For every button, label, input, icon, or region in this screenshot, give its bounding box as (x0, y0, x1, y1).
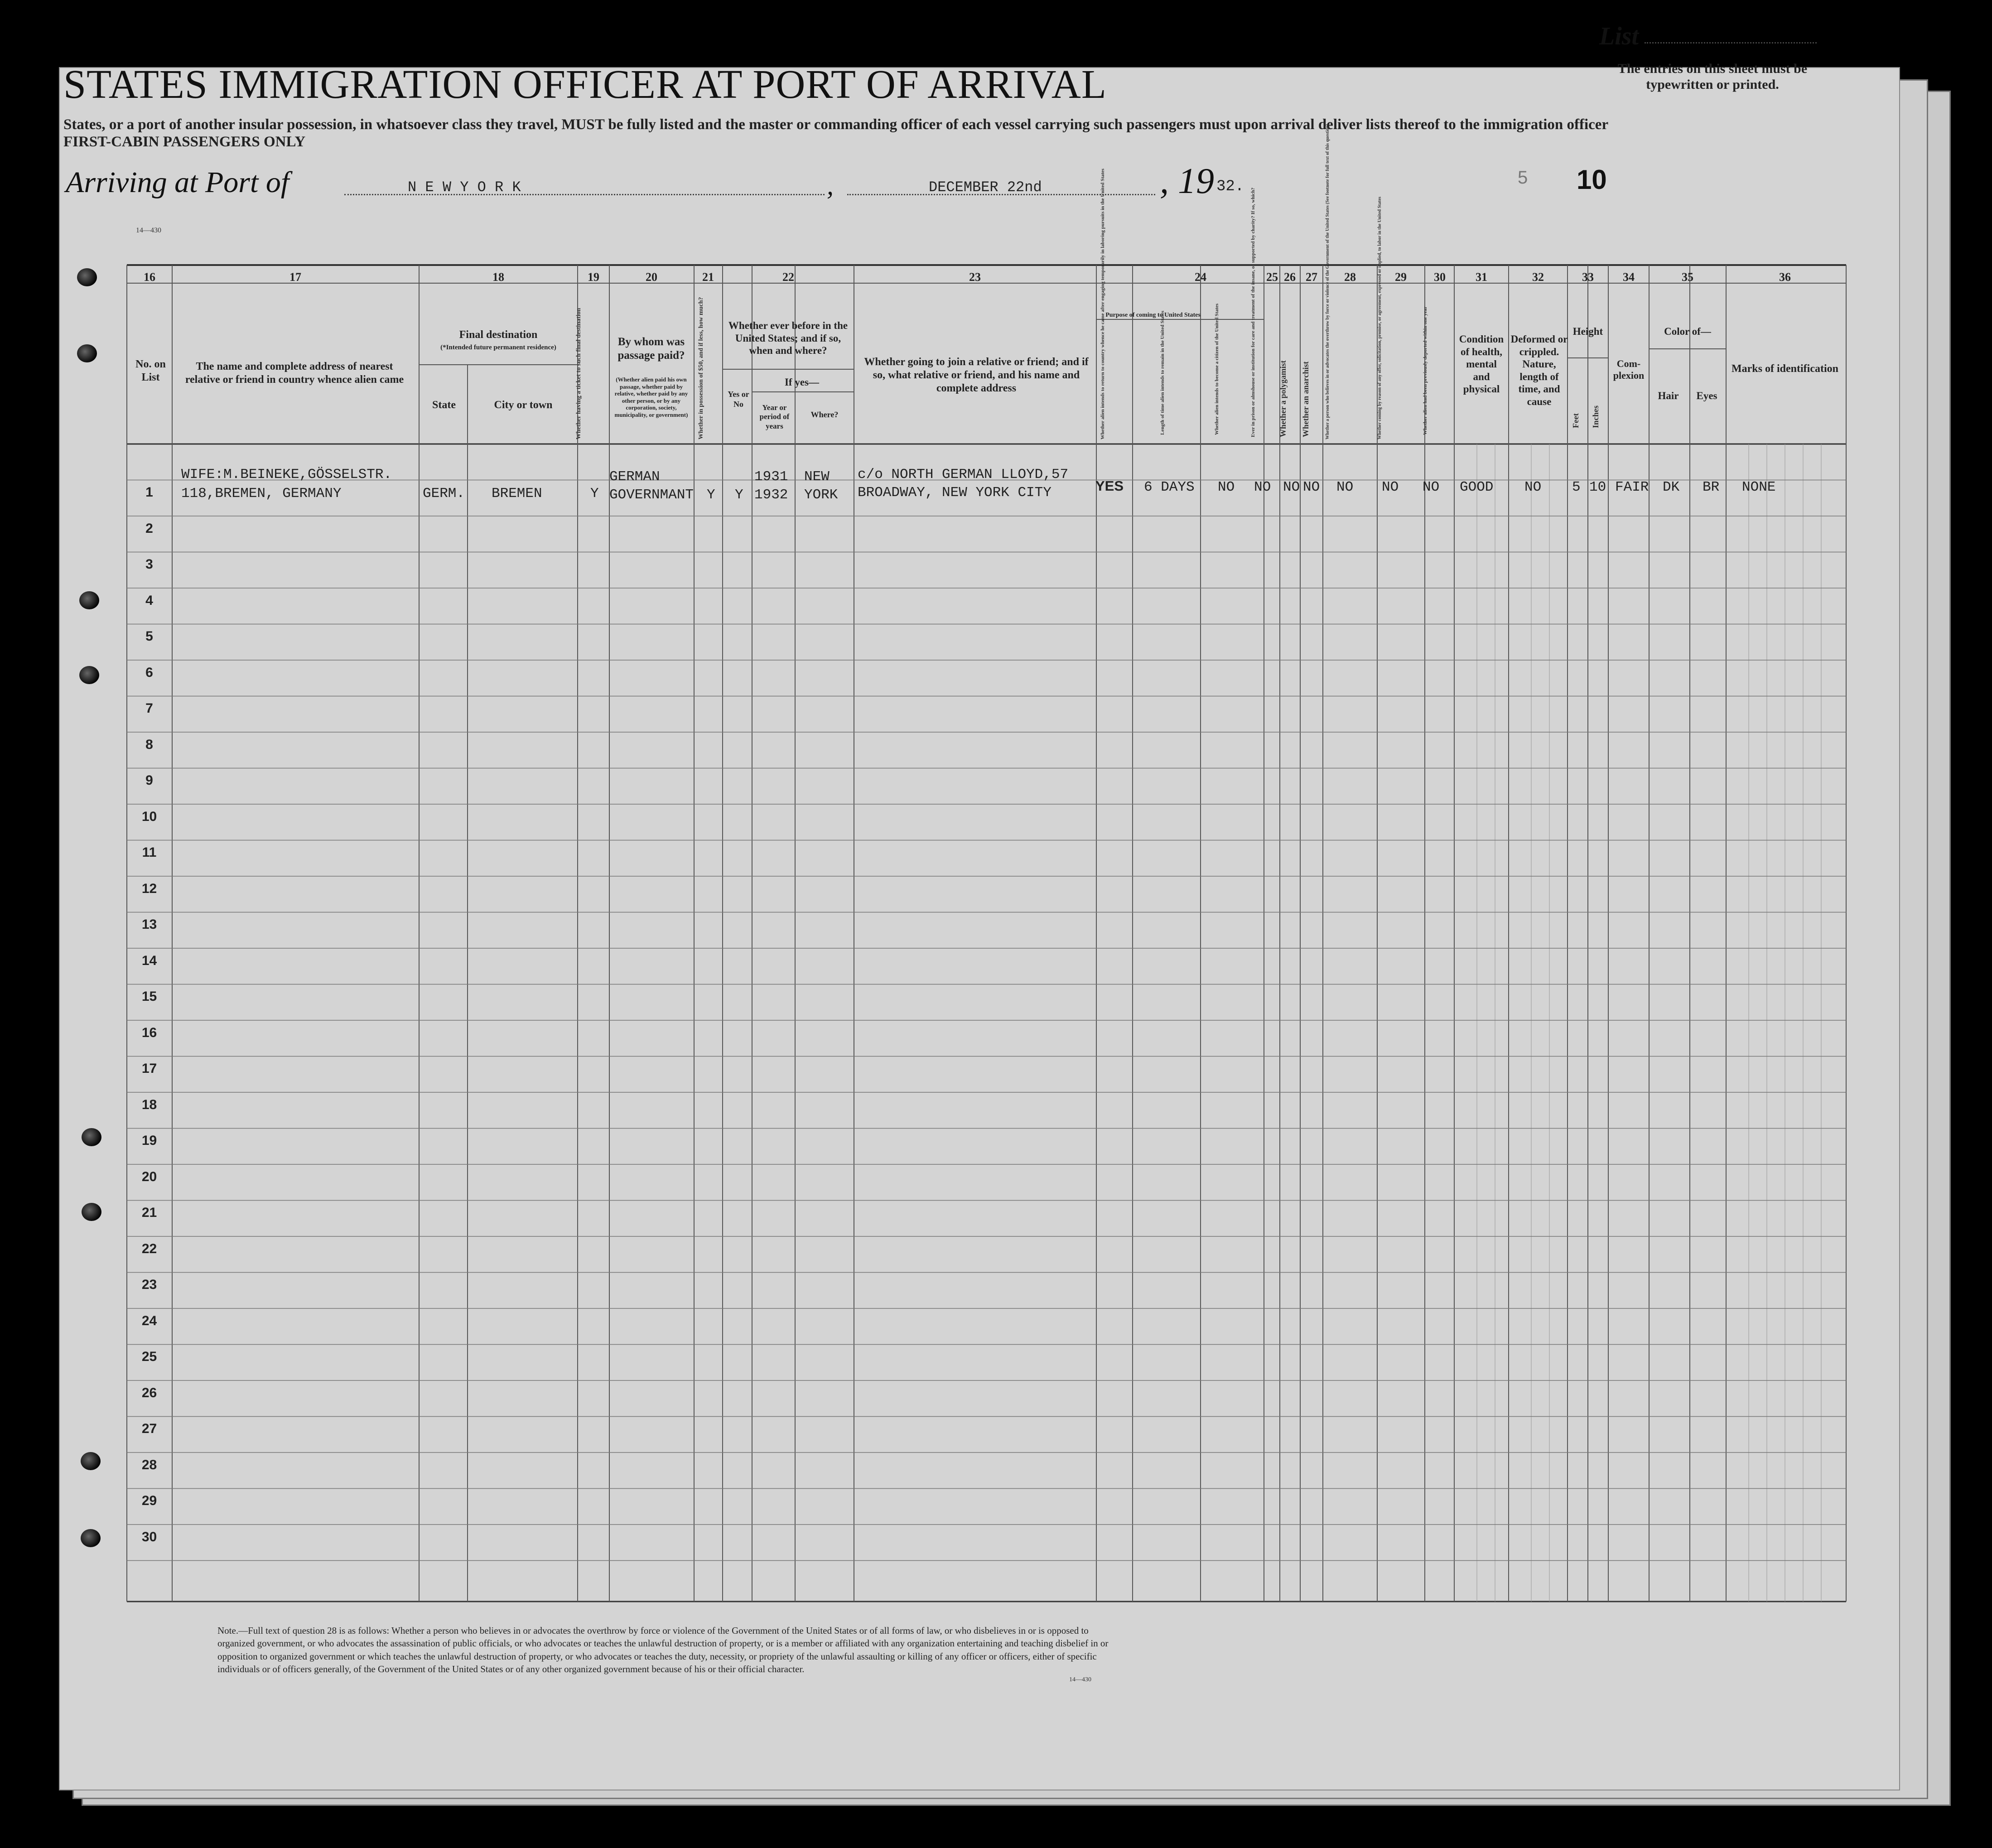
punch-hole (81, 1529, 101, 1547)
header-city: City or town (494, 399, 553, 411)
join-line-1: c/o NORTH GERMAN LLOYD,57 (858, 467, 1069, 483)
header-color-of: Color of— (1664, 326, 1711, 337)
form-number: 14—430 (136, 227, 161, 234)
relative-line-1: WIFE:M.BEINEKE,GÖSSELSTR. (181, 467, 392, 483)
row-number: 16 (141, 1025, 157, 1040)
row-number: 18 (141, 1097, 157, 1112)
where-line-1: NEW (804, 469, 830, 485)
length-value: 6 DAYS (1144, 479, 1195, 495)
row-number: 8 (145, 737, 153, 752)
header-offer (1377, 326, 1382, 439)
header-relative: The name and complete address of nearest relative or friend in country whence alien came (185, 361, 404, 386)
punch-hole (79, 591, 99, 609)
header-hair: Hair (1658, 390, 1679, 401)
paid-by-line-1: GERMAN (609, 469, 660, 485)
header-where: Where? (810, 410, 839, 419)
row-number: 13 (141, 917, 157, 932)
ticket-value: Y (590, 486, 599, 502)
column-number: 26 (1284, 270, 1296, 284)
header-feet: Feet (1571, 413, 1580, 428)
money-value: Y (707, 487, 715, 503)
entries-note: The entries on this sheet must be typewritten or printed. (1617, 61, 1808, 92)
header-length: Length of time alien intends to remain in the United States (1160, 310, 1165, 435)
list-number: 10 (1577, 164, 1607, 195)
row-number: 1 (145, 485, 153, 500)
header-ticket: Whether having a ticket to such final destination (575, 308, 582, 439)
stamp-mark: 5 (1518, 168, 1528, 188)
row-number: 27 (141, 1421, 157, 1436)
header-overthrow (1325, 326, 1330, 439)
header-before: Whether ever before in the United States; and if so, when and where? (728, 320, 848, 357)
column-number: 34 (1623, 270, 1635, 284)
row-number: 20 (141, 1169, 157, 1184)
year-prefix: , 19 (1160, 161, 1214, 201)
column-number: 22 (782, 270, 794, 284)
column-number: 29 (1395, 270, 1407, 284)
header-passage-note: (Whether alien paid his own passage, whether paid by relative, whether paid by any other person, or by any corporation, society, municipality, or government) (614, 376, 688, 418)
header-purpose: Purpose of coming to United States (1105, 312, 1201, 318)
row-number: 14 (141, 953, 157, 968)
punch-hole (79, 666, 99, 684)
anarchist-value: NO (1303, 479, 1320, 495)
column-number: 20 (646, 270, 657, 284)
port-comma: , (827, 170, 834, 200)
punch-hole (82, 1203, 101, 1221)
row-number: 22 (141, 1241, 157, 1256)
return-value: YES (1095, 478, 1124, 494)
row-number: 9 (145, 773, 153, 788)
punch-hole (77, 344, 97, 362)
header-money: Whether in possession of $50, and if less, how much? (698, 297, 704, 439)
punch-hole (81, 1452, 101, 1470)
year-value: 32. (1216, 178, 1244, 195)
header-complexion: Com-plexion (1613, 358, 1645, 381)
port-value: N E W Y O R K (408, 179, 521, 196)
polygamist-value: NO (1283, 479, 1300, 495)
where-line-2: YORK (804, 487, 838, 503)
punch-hole (77, 268, 97, 286)
citizen-value: NO (1218, 479, 1235, 495)
header-inches: Inches (1591, 405, 1600, 428)
column-number: 18 (492, 270, 504, 284)
header-yes-no: Yes or No (728, 390, 749, 409)
header-final-destination: Final destination (459, 329, 538, 341)
inches-value: 10 (1589, 479, 1606, 495)
footnote-form-number: 14—430 (1069, 1676, 1091, 1683)
years-line-2: 1932 (754, 487, 788, 503)
years-line-1: 1931 (754, 469, 788, 485)
prison-value: NO (1254, 479, 1271, 495)
deformed-value: NO (1524, 479, 1542, 495)
header-join: Whether going to join a relative or friend; and if so, what relative or friend, and his name and complete address (864, 356, 1089, 394)
column-number: 24 (1195, 270, 1206, 284)
date-value: DECEMBER 22nd (929, 179, 1042, 196)
header-deported: Whether alien had been previously deported within one year (1423, 306, 1428, 435)
row-number: 5 (145, 629, 153, 644)
footnote: Note.—Full text of question 28 is as follows: Whether a person who believes in or advocates the overthrow by force or violence of the Government of the United States or of all forms of law, or who disbelieves in or is opposed to organized government, or who advocates the assassination of public officials, or who advocates or teaches the unlawful destruction of property, or is a member or affiliated with any organization entertaining and teaching disbelief in or opposition to organized government or which teaches the unlawful destruction of property, or who advocates or teaches the duty, necessity, or propriety of the unlawful assaulting or killing of any officer or officers, either of specific individuals or of officers generally, of the Government of the United States or of any other organized government because of his or their official character. (217, 1625, 1109, 1675)
header-height: Height (1572, 326, 1603, 337)
row-number: 15 (141, 989, 157, 1004)
column-number: 23 (969, 270, 981, 284)
row-number: 3 (145, 557, 153, 572)
column-number: 33 (1582, 270, 1594, 284)
row-number: 4 (145, 593, 153, 608)
column-number: 16 (144, 270, 155, 284)
row-number: 11 (142, 845, 157, 860)
eyes-value: BR (1703, 479, 1720, 495)
column-number: 28 (1344, 270, 1356, 284)
header-final-destination-note: (*Intended future permanent residence) (440, 344, 556, 351)
row-number: 17 (141, 1061, 157, 1076)
paid-by-line-2: GOVERNMANT (609, 487, 694, 503)
relative-line-2: 118,BREMEN, GERMANY (181, 486, 342, 502)
column-number: 17 (289, 270, 301, 284)
header-citizen: Whether alien intends to become a citizen of the United States (1214, 303, 1220, 435)
header-prison (1250, 328, 1256, 437)
list-label: List (1599, 22, 1639, 50)
offer-value: NO (1382, 479, 1399, 495)
health-value: GOOD (1460, 479, 1494, 495)
before-yes-value: Y (735, 487, 743, 503)
row-number: 19 (141, 1133, 157, 1148)
arriving-label: Arriving at Port of (66, 166, 289, 199)
first-cabin-label: FIRST-CABIN PASSENGERS ONLY (63, 134, 306, 150)
column-number: 19 (588, 270, 599, 284)
overthrow-value: NO (1336, 479, 1354, 495)
row-number: 2 (145, 521, 153, 536)
header-anarchist: Whether an anarchist (1301, 361, 1310, 437)
column-number: 25 (1266, 270, 1278, 284)
header-years: Year or period of years (759, 403, 790, 430)
row-number: 23 (141, 1277, 157, 1292)
header-state: State (432, 399, 456, 411)
row-number: 21 (141, 1205, 157, 1220)
column-number: 21 (702, 270, 714, 284)
header-deformed: Deformed or crippled. Nature, length of time, and cause (1510, 333, 1568, 407)
page-subtitle: States, or a port of another insular possession, in whatsoever class they travel, MUST be fully listed and the master or commanding officer of each vessel carrying such passengers must upon arrival deliver lists thereof to the immigration officer (63, 116, 1609, 133)
column-number: 35 (1682, 270, 1693, 284)
row-number: 7 (145, 701, 153, 716)
header-if-yes: If yes— (784, 376, 820, 388)
row-number: 26 (141, 1385, 157, 1400)
hair-value: DK (1663, 479, 1680, 495)
complexion-value: FAIR (1615, 479, 1649, 495)
feet-value: 5 (1572, 479, 1581, 495)
column-number: 36 (1779, 270, 1791, 284)
row-number: 10 (141, 809, 157, 824)
row-number: 30 (141, 1529, 157, 1544)
city-value: BREMEN (492, 486, 542, 502)
row-number: 29 (141, 1493, 157, 1508)
header-eyes: Eyes (1696, 390, 1717, 401)
header-health: Condition of health, mental and physical (1459, 333, 1504, 395)
row-number: 6 (145, 665, 153, 680)
header-no-on-list: No. on List (135, 358, 166, 383)
column-number: 31 (1476, 270, 1487, 284)
column-number: 30 (1434, 270, 1446, 284)
row-number: 24 (141, 1313, 157, 1328)
row-number: 25 (141, 1349, 157, 1364)
row-number: 28 (141, 1457, 157, 1472)
state-value: GERM. (423, 486, 465, 502)
column-number: 32 (1532, 270, 1544, 284)
join-line-2: BROADWAY, NEW YORK CITY (858, 485, 1051, 501)
header-polygamist: Whether a polygamist (1278, 360, 1288, 437)
column-number: 27 (1306, 270, 1317, 284)
punch-hole (82, 1128, 101, 1146)
row-number: 12 (141, 881, 157, 896)
header-marks: Marks of identification (1732, 363, 1838, 375)
header-passage: By whom was passage paid? (617, 336, 685, 362)
marks-value: NONE (1742, 479, 1776, 495)
page-title: STATES IMMIGRATION OFFICER AT PORT OF ARRIVAL (63, 62, 1107, 107)
deported-value: NO (1423, 479, 1440, 495)
header-return (1100, 326, 1105, 439)
